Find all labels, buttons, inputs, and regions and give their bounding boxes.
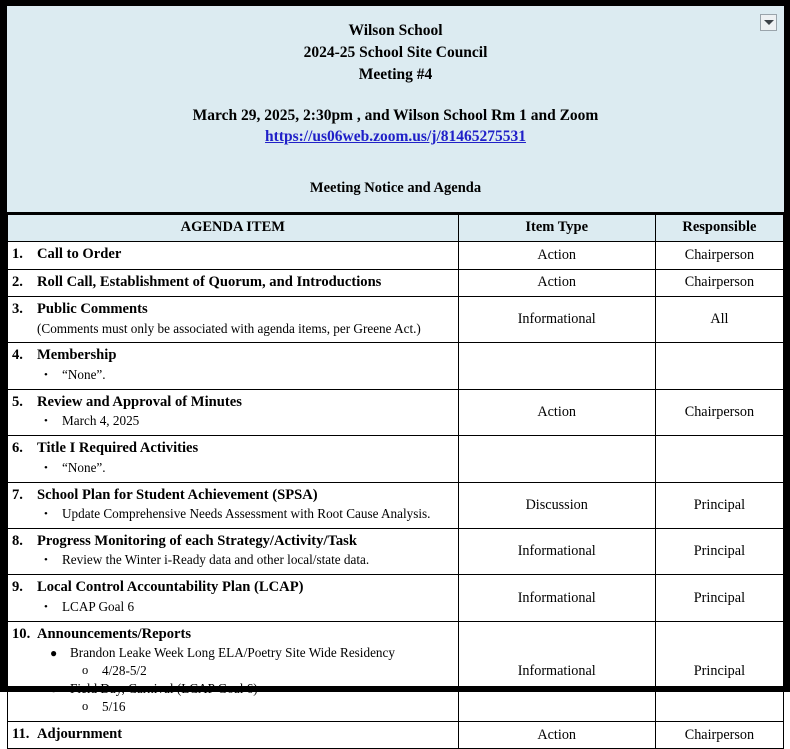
cell-item-type [458,436,655,482]
item-number: 6. [12,440,23,457]
agenda-table-body [8,242,784,749]
table-row [8,436,784,482]
meeting-notice-header [7,6,784,212]
item-sub-text: Field Day, Carnival (LCAP Goal 6) [70,681,258,697]
cell-agenda-item [8,269,459,297]
cell-item-type: Discussion [458,482,655,528]
item-sub-entry [12,460,454,477]
bullet-icon: ● [50,682,58,697]
table-header-row [8,214,784,242]
item-sub-text: “None”. [62,459,106,475]
item-sub-text: “None”. [62,366,106,382]
zoom-meeting-link[interactable]: https://us06web.zoom.us/j/81465275531 [265,127,526,145]
bullet-icon: • [44,368,48,381]
item-title: Progress Monitoring of each Strategy/Activity/Task [37,532,357,549]
table-row [8,721,784,749]
cell-item-type: Informational [458,297,655,343]
item-title: Announcements/Reports [37,625,192,642]
table-row [8,343,784,389]
cell-agenda-item [8,482,459,528]
bullet-icon: • [44,461,48,474]
item-sub-text: Brandon Leake Week Long ELA/Poetry Site Wide Residency [70,645,395,661]
cell-agenda-item [8,721,459,749]
item-number: 5. [12,393,23,410]
item-sub-entry [12,699,454,716]
cell-item-type: Informational [458,575,655,621]
cell-responsible: Principal [655,621,783,721]
item-number: 3. [12,301,23,317]
item-sub-text: March 4, 2025 [62,413,140,429]
cell-agenda-item [8,242,459,270]
cell-item-type: Action [458,242,655,270]
bullet-icon: o [82,663,89,678]
item-title: Local Control Accountability Plan (LCAP) [37,579,304,596]
item-sub-list [12,413,454,430]
cell-responsible [655,436,783,482]
item-sub-text: Update Comprehensive Needs Assessment with Root Cause Analysis. [62,506,431,522]
table-row [8,528,784,574]
meeting-datetime-location: March 29, 2025, 2:30pm , and Wilson School Rm 1 and Zoom [192,107,599,124]
cell-item-type: Informational [458,528,655,574]
agenda-table [7,212,784,749]
item-number: 7. [12,486,23,503]
item-title: Review and Approval of Minutes [37,393,242,410]
item-title: Public Comments [37,301,148,317]
item-sub-list [12,460,454,477]
item-sub-list [12,599,454,616]
item-sub-list [12,506,454,523]
item-sub-text: LCAP Goal 6 [62,598,135,614]
item-title: Roll Call, Establishment of Quorum, and Introductions [37,273,382,290]
cell-item-type: Action [458,269,655,297]
bullet-icon: • [44,415,48,428]
cell-responsible: Principal [655,575,783,621]
column-header-agenda-item: AGENDA ITEM [8,214,459,242]
table-row [8,482,784,528]
column-header-item-type: Item Type [458,214,655,242]
item-sub-entry [12,552,454,569]
item-sub-text: 5/16 [102,698,126,714]
cell-item-type [458,343,655,389]
cell-responsible: Chairperson [655,242,783,270]
item-sub-text: 4/28-5/2 [102,663,147,679]
item-title: School Plan for Student Achievement (SPSA) [37,486,318,503]
item-title: Membership [37,347,117,364]
column-header-responsible: Responsible [655,214,783,242]
item-number: 1. [12,246,23,262]
cell-responsible: Principal [655,528,783,574]
bullet-icon: ● [50,646,58,661]
bullet-icon: • [44,600,48,613]
school-name: Wilson School [348,22,443,39]
document-body [7,6,784,743]
item-sub-entry [12,367,454,384]
item-title: Call to Order [37,246,122,262]
item-sub-entry [12,321,454,338]
item-sub-text: (Comments must only be associated with agenda items, per Greene Act.) [37,320,421,336]
cell-agenda-item [8,528,459,574]
item-number: 9. [12,579,23,596]
cell-item-type: Action [458,389,655,435]
bullet-icon: o [82,698,89,713]
table-row [8,269,784,297]
item-number: 10. [12,625,31,642]
cell-responsible: Chairperson [655,721,783,749]
item-sub-entry [12,413,454,430]
meeting-number: Meeting #4 [358,66,433,83]
cell-agenda-item [8,436,459,482]
item-sub-entry [12,506,454,523]
table-row [8,389,784,435]
item-title: Adjournment [37,725,123,742]
table-row [8,621,784,721]
item-sub-entry [12,645,454,662]
bullet-icon: • [44,508,48,521]
item-sub-list [12,367,454,384]
table-row [8,242,784,270]
cell-item-type: Informational [458,621,655,721]
item-sub-list [12,321,454,338]
cell-item-type: Action [458,721,655,749]
council-name: 2024-25 School Site Council [303,44,488,61]
table-row [8,297,784,343]
cell-agenda-item [8,621,459,721]
item-sub-list [12,645,454,716]
cell-agenda-item [8,297,459,343]
item-number: 2. [12,273,23,290]
cell-responsible: All [655,297,783,343]
item-sub-text: Review the Winter i-Ready data and other local/state data. [62,552,370,568]
item-title: Title I Required Activities [37,440,199,457]
cell-responsible: Chairperson [655,269,783,297]
item-sub-entry [12,599,454,616]
cell-responsible [655,343,783,389]
chevron-down-icon [764,20,774,25]
item-number: 4. [12,347,23,364]
item-number: 8. [12,532,23,549]
item-sub-entry [12,681,454,698]
cell-agenda-item [8,575,459,621]
bullet-icon: • [44,554,48,567]
cell-agenda-item [8,389,459,435]
table-row [8,575,784,621]
cell-responsible: Chairperson [655,389,783,435]
item-number: 11. [12,725,30,742]
item-sub-entry [12,663,454,680]
scrollbar-down-button[interactable] [760,14,777,31]
cell-responsible: Principal [655,482,783,528]
cell-agenda-item [8,343,459,389]
notice-subtitle: Meeting Notice and Agenda [309,179,482,196]
notice-title-block [7,20,784,86]
item-sub-list [12,552,454,569]
